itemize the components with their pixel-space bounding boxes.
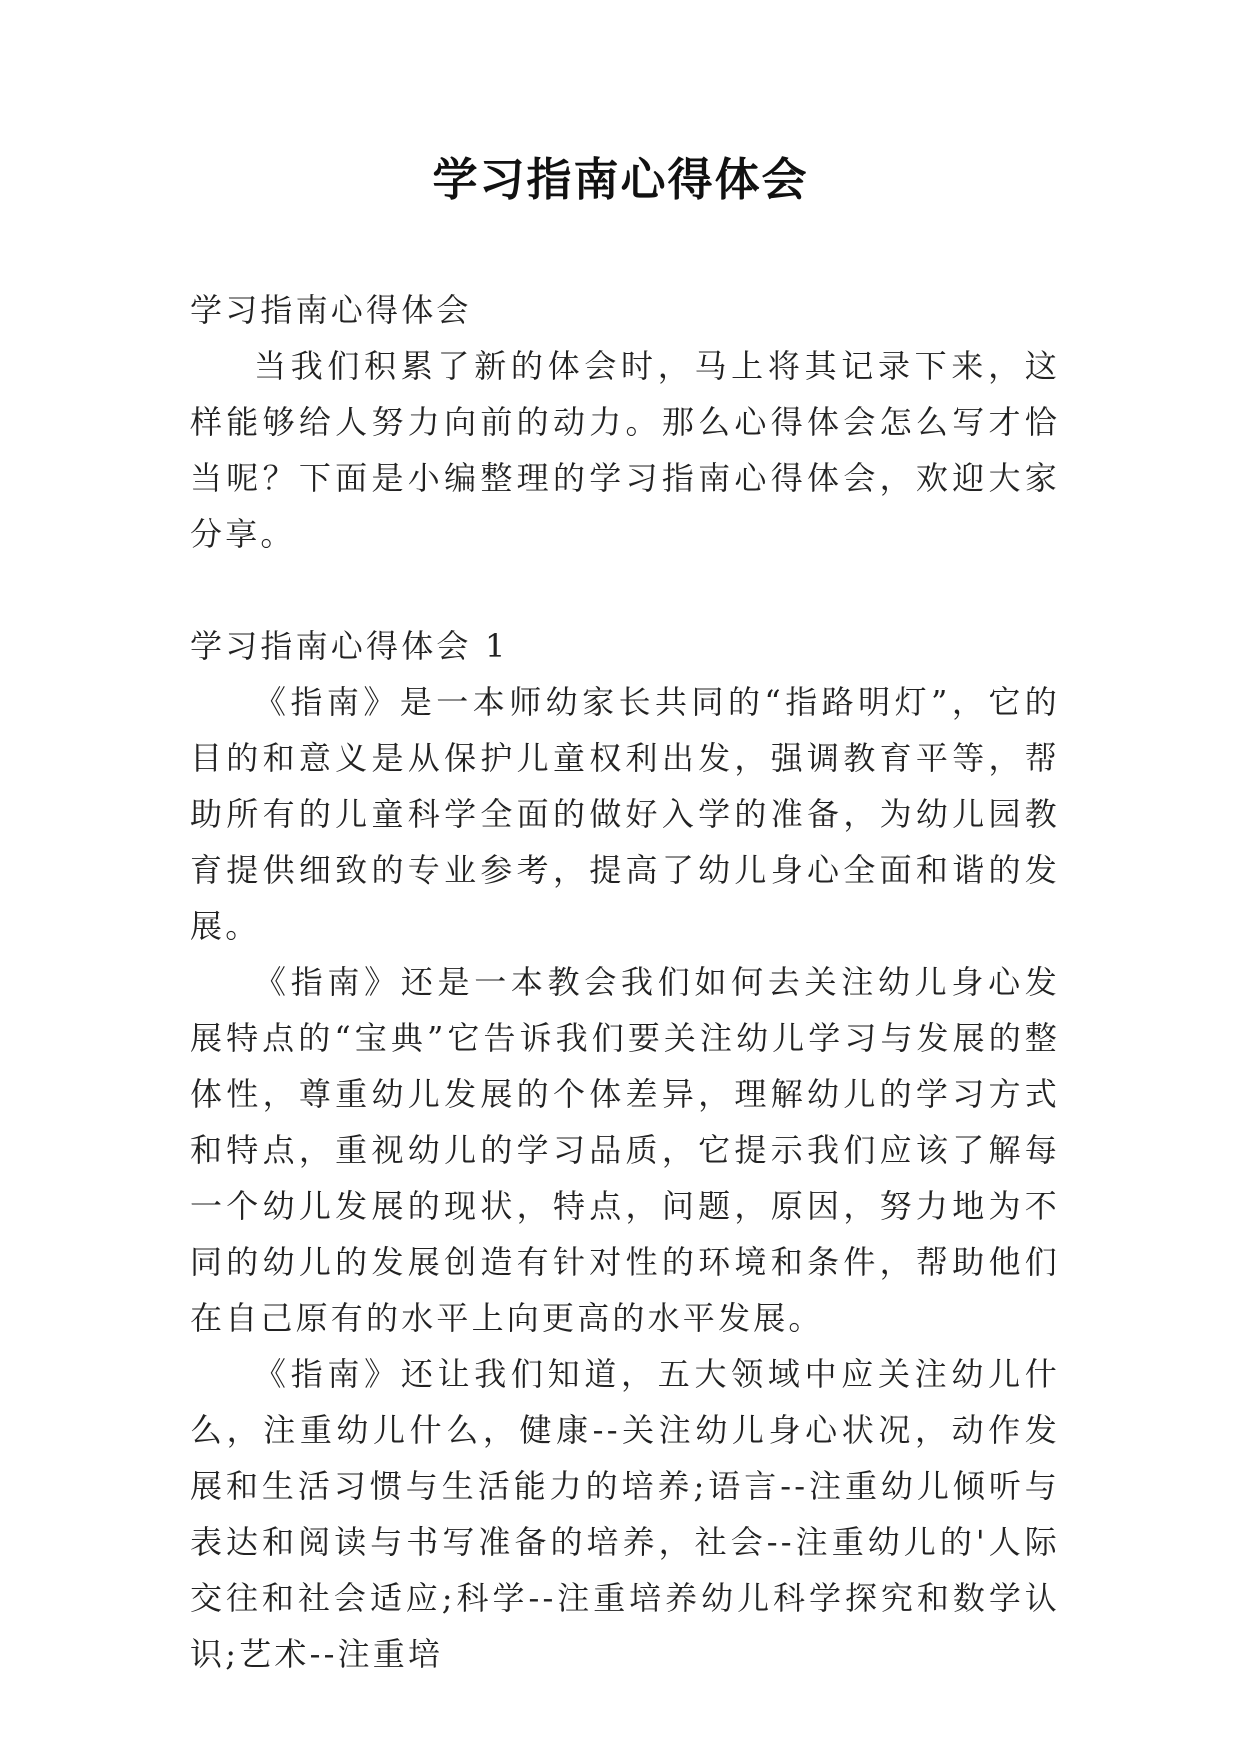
section-1-heading: 学习指南心得体会 1 — [190, 627, 509, 665]
section-1-paragraph-3: 《指南》还让我们知道，五大领域中应关注幼儿什么，注重幼儿什么，健康--关注幼儿身心状况，动作发展和生活习惯与生活能力的培养;语言--注重幼儿倾听与表达和阅读与书写准备的培养，社会--注重幼儿的'人际交往和社会适应;科学--注重培养幼儿科学探究和数学认识;艺术--注重培 — [190, 1355, 1060, 1673]
intro-heading: 学习指南心得体会 — [190, 291, 472, 329]
section-1-paragraph-1: 《指南》是一本师幼家长共同的“指路明灯”，它的目的和意义是从保护儿童权利出发，强调教育平等，帮助所有的儿童科学全面的做好入学的准备，为幼儿园教育提供细致的专业参考，提高了幼儿身心全面和谐的发展。 — [190, 683, 1060, 945]
intro-paragraph: 当我们积累了新的体会时，马上将其记录下来，这样能够给人努力向前的动力。那么心得体会怎么写才恰当呢？下面是小编整理的学习指南心得体会，欢迎大家分享。 — [190, 347, 1060, 553]
section-1-paragraph-2: 《指南》还是一本教会我们如何去关注幼儿身心发展特点的“宝典”它告诉我们要关注幼儿学习与发展的整体性，尊重幼儿发展的个体差异，理解幼儿的学习方式和特点，重视幼儿的学习品质，它提示我们应该了解每一个幼儿发展的现状，特点，问题，原因，努力地为不同的幼儿的发展创造有针对性的环境和条件，帮助他们在自己原有的水平上向更高的水平发展。 — [190, 963, 1060, 1337]
document-body — [190, 282, 1060, 1682]
document-title: 学习指南心得体会 — [432, 153, 809, 206]
